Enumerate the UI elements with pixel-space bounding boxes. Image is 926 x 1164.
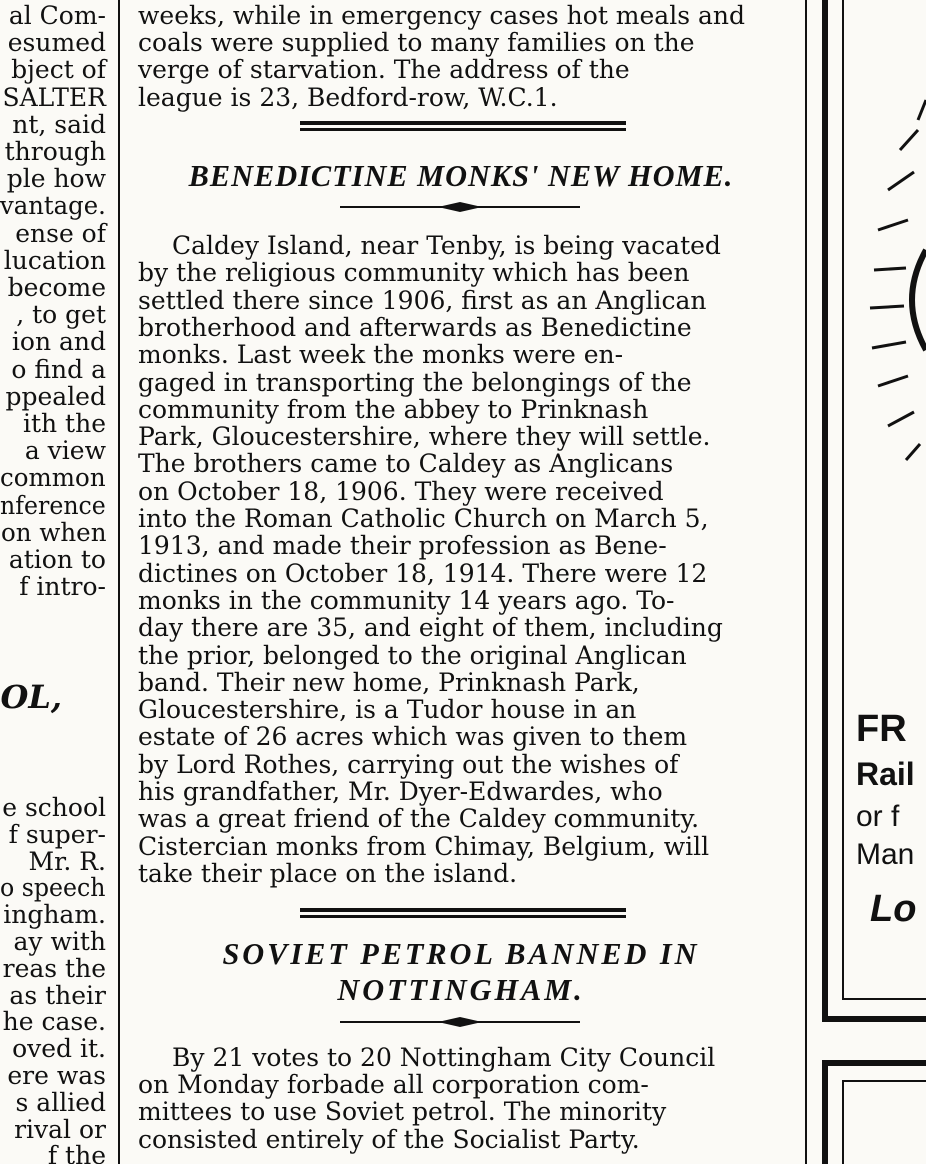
text-line: lucation — [3, 245, 106, 275]
text-line: through — [4, 137, 106, 166]
text-line: league is 23, Bedford-row, W.C.1. — [138, 82, 558, 112]
text-line: community from the abbey to Prinknash — [138, 394, 649, 424]
text-line: monks. Last week the monks were en- — [138, 340, 624, 370]
text-line: Cistercian monks from Chimay, Belgium, will — [138, 831, 710, 861]
text-line: ingham. — [3, 900, 106, 930]
article-headline-line-1: SOVIET PETROL BANNED IN — [222, 936, 700, 971]
text-line: his grandfather, Mr. Dyer-Edwardes, who — [138, 777, 663, 806]
text-line: reas the — [2, 953, 106, 983]
text-line: ay with — [13, 927, 106, 956]
text-line: o find a — [11, 354, 106, 384]
text-line: f super- — [8, 819, 106, 849]
text-line: he case. — [2, 1007, 106, 1037]
text-line: vantage. — [0, 191, 106, 221]
text-line: Gloucestershire, is a Tudor house in an — [138, 695, 637, 725]
ad-line: or f — [856, 800, 900, 833]
article-headline-line-2: NOTTINGHAM. — [337, 972, 585, 1007]
text-line: common — [0, 463, 106, 493]
text-line: verge of starvation. The address of the — [138, 55, 630, 85]
text-line: f the — [47, 1141, 106, 1164]
text-line: take their place on the island. — [138, 858, 518, 888]
text-line: nt, said — [12, 109, 106, 139]
text-line: ion and — [11, 327, 106, 357]
text-line: SALTER — [2, 82, 106, 112]
text-line: consisted entirely of the Socialist Party. — [138, 1124, 640, 1154]
text-line: on October 18, 1906. They were received — [138, 476, 664, 506]
text-line: Mr. R. — [28, 846, 106, 876]
text-line: Park, Gloucestershire, where they will settle. — [138, 422, 711, 452]
text-line: coals were supplied to many families on the — [138, 28, 695, 58]
sunburst-illustration-icon — [848, 80, 926, 480]
ad-line: Man — [856, 838, 915, 871]
text-line: mittees to use Soviet petrol. The minority — [138, 1097, 667, 1127]
left-fragment-heading: OL, — [0, 678, 62, 716]
text-line: monks in the community 14 years ago. To- — [138, 585, 675, 615]
text-line: al Com- — [8, 1, 106, 30]
text-line: s allied — [15, 1087, 106, 1117]
text-line: ense of — [15, 218, 106, 248]
text-line: settled there since 1906, first as an Anglican — [138, 285, 707, 315]
article-headline: BENEDICTINE MONKS' NEW HOME. — [188, 158, 734, 193]
text-line: ith the — [22, 409, 106, 438]
ad-line: Rail — [856, 756, 915, 792]
text-line: as their — [9, 980, 106, 1010]
center-column — [124, 0, 798, 1164]
ad-headline: FR — [856, 708, 907, 750]
text-line: o speech — [0, 873, 106, 903]
left-column-fragment — [0, 0, 110, 1164]
text-line: day there are 35, and eight of them, including — [138, 613, 723, 643]
section-double-rule — [300, 908, 626, 918]
text-line: , to get — [16, 300, 106, 330]
text-line: e school — [2, 793, 106, 822]
text-line: the prior, belonged to the original Anglican — [138, 640, 687, 670]
text-line: bject of — [11, 55, 106, 85]
left-column-rule — [118, 0, 120, 1164]
text-line: brotherhood and afterwards as Benedictine — [138, 312, 692, 342]
text-line: By 21 votes to 20 Nottingham City Council — [172, 1043, 716, 1072]
text-line: ppealed — [5, 381, 106, 411]
ad-border-inner — [842, 1080, 926, 1164]
text-line: ere was — [7, 1061, 106, 1090]
advertisement-fragment — [812, 0, 926, 1164]
right-column-rule — [805, 0, 807, 1164]
text-line: estate of 26 acres which was given to them — [138, 722, 688, 752]
ad-line: Lo — [870, 888, 917, 930]
text-line: on Monday forbade all corporation com- — [138, 1070, 649, 1100]
text-line: band. Their new home, Prinknash Park, — [138, 667, 640, 697]
text-line: 1913, and made their profession as Bene- — [138, 531, 667, 561]
text-line: rival or — [14, 1114, 106, 1144]
diamond-ornament-rule — [340, 202, 580, 212]
text-line: weeks, while in emergency cases hot meals and — [138, 1, 745, 30]
text-line: by the religious community which has been — [138, 258, 690, 288]
text-line: esumed — [7, 28, 106, 58]
text-line: f intro- — [19, 572, 106, 602]
text-line: become — [7, 273, 106, 302]
text-line: dictines on October 18, 1914. There were 12 — [138, 558, 708, 588]
text-line: ple how — [6, 164, 106, 194]
text-line: was a great friend of the Caldey community. — [138, 804, 700, 834]
text-line: The brothers came to Caldey as Anglicans — [138, 449, 674, 479]
text-line: ation to — [8, 545, 106, 574]
diamond-ornament-rule — [340, 1017, 580, 1027]
text-line: nference — [0, 490, 106, 520]
section-double-rule — [300, 121, 626, 131]
text-line: gaged in transporting the belongings of the — [138, 367, 692, 397]
text-line: a view — [24, 436, 106, 466]
text-line: by Lord Rothes, carrying out the wishes of — [138, 749, 679, 779]
text-line: oved it. — [12, 1034, 106, 1064]
text-line: on when — [0, 517, 106, 547]
text-line: Caldey Island, near Tenby, is being vacated — [172, 231, 721, 260]
text-line: into the Roman Catholic Church on March 5, — [138, 504, 709, 533]
